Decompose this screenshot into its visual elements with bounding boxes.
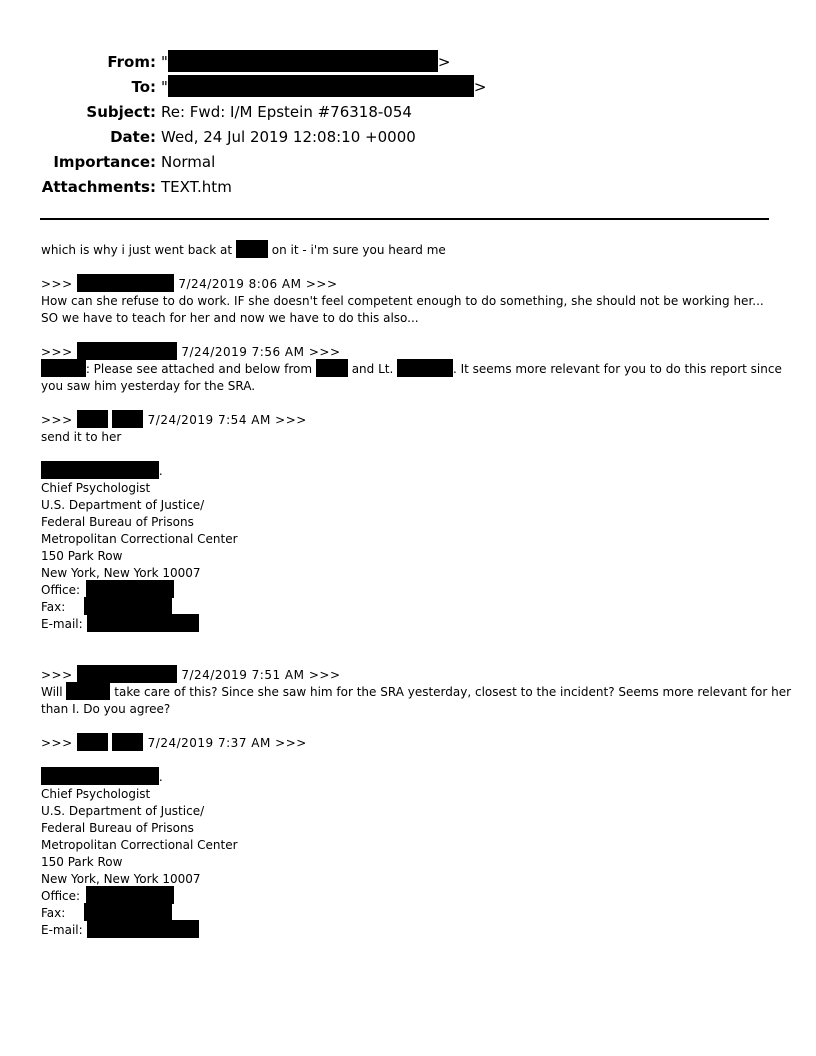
importance-label: Importance: [53, 153, 156, 171]
date-label: Date: [110, 128, 156, 146]
quoted-message-header: >>> 7/24/2019 8:06 AM >>> [41, 276, 338, 293]
attachments-label: Attachments: [41, 178, 156, 196]
redaction-block [41, 359, 86, 377]
redaction-block [112, 410, 143, 428]
from-row [0, 52, 816, 72]
redaction-block [87, 920, 199, 938]
message-text-line: you saw him yesterday for the SRA. [41, 379, 256, 393]
redaction-block [77, 410, 108, 428]
message-text-line: SO we have to teach for her and now we have to do this also... [41, 311, 419, 325]
redaction-block [77, 342, 177, 360]
subject-value: Re: Fwd: I/M Epstein #76318-054 [161, 103, 412, 121]
redaction-block [316, 359, 348, 377]
subject-row [0, 102, 816, 122]
attachments-row [0, 177, 816, 197]
signature-center: Metropolitan Correctional Center [41, 838, 238, 852]
redaction-block [87, 614, 199, 632]
redaction-block [66, 682, 110, 700]
signature-center: Metropolitan Correctional Center [41, 532, 238, 546]
signature-email: E-mail: [41, 616, 199, 633]
body-line-intro: which is why i just went back at on it - i'm sure you heard me [41, 242, 446, 259]
signature-fax: Fax: [41, 905, 172, 922]
to-row [0, 77, 816, 97]
importance-value: Normal [161, 153, 216, 171]
quoted-message-header: >>> 7/24/2019 7:54 AM >>> [41, 412, 307, 429]
signature-email: E-mail: [41, 922, 199, 939]
importance-row [0, 152, 816, 172]
signature-office: Office: [41, 888, 174, 905]
message-text-line: Will take care of this? Since she saw him for the SRA yesterday, closest to the incident? Seems more relevant for her [41, 684, 791, 701]
to-label: To: [131, 78, 156, 96]
to-value: " > [161, 77, 486, 97]
redaction-block [77, 733, 108, 751]
signature-name: . [41, 769, 163, 786]
from-label: From: [107, 53, 156, 71]
redaction-block [41, 461, 159, 479]
redaction-block [86, 580, 174, 598]
message-text-line: send it to her [41, 430, 122, 444]
signature-dept: U.S. Department of Justice/ [41, 498, 205, 512]
redaction-block [397, 359, 453, 377]
attachments-value: TEXT.htm [161, 178, 232, 196]
redaction-block [168, 50, 438, 72]
signature-name: . [41, 463, 163, 480]
signature-city: New York, New York 10007 [41, 566, 201, 580]
redaction-block [84, 903, 172, 921]
signature-bureau: Federal Bureau of Prisons [41, 515, 194, 529]
redaction-block [41, 767, 159, 785]
redaction-block [86, 886, 174, 904]
quoted-message-header: >>> 7/24/2019 7:37 AM >>> [41, 735, 307, 752]
redaction-block [77, 665, 177, 683]
header-divider [40, 218, 769, 220]
redaction-block [84, 597, 172, 615]
subject-label: Subject: [86, 103, 156, 121]
signature-fax: Fax: [41, 599, 172, 616]
from-value: " > [161, 52, 450, 72]
signature-title: Chief Psychologist [41, 481, 151, 495]
signature-bureau: Federal Bureau of Prisons [41, 821, 194, 835]
message-text-line: : Please see attached and below from and Lt. . It seems more relevant for you to do this report since [41, 361, 782, 378]
signature-street: 150 Park Row [41, 855, 123, 869]
date-row [0, 127, 816, 147]
signature-street: 150 Park Row [41, 549, 123, 563]
quoted-message-header: >>> 7/24/2019 7:51 AM >>> [41, 667, 341, 684]
date-value: Wed, 24 Jul 2019 12:08:10 +0000 [161, 128, 416, 146]
message-text-line: How can she refuse to do work. IF she doesn't feel competent enough to do something, she should not be working her... [41, 294, 764, 308]
redaction-block [168, 75, 474, 97]
signature-dept: U.S. Department of Justice/ [41, 804, 205, 818]
message-text-line: than I. Do you agree? [41, 702, 171, 716]
redaction-block [77, 274, 174, 292]
quoted-message-header: >>> 7/24/2019 7:56 AM >>> [41, 344, 341, 361]
signature-city: New York, New York 10007 [41, 872, 201, 886]
signature-office: Office: [41, 582, 174, 599]
redaction-block [112, 733, 143, 751]
signature-title: Chief Psychologist [41, 787, 151, 801]
redaction-block [236, 240, 268, 258]
